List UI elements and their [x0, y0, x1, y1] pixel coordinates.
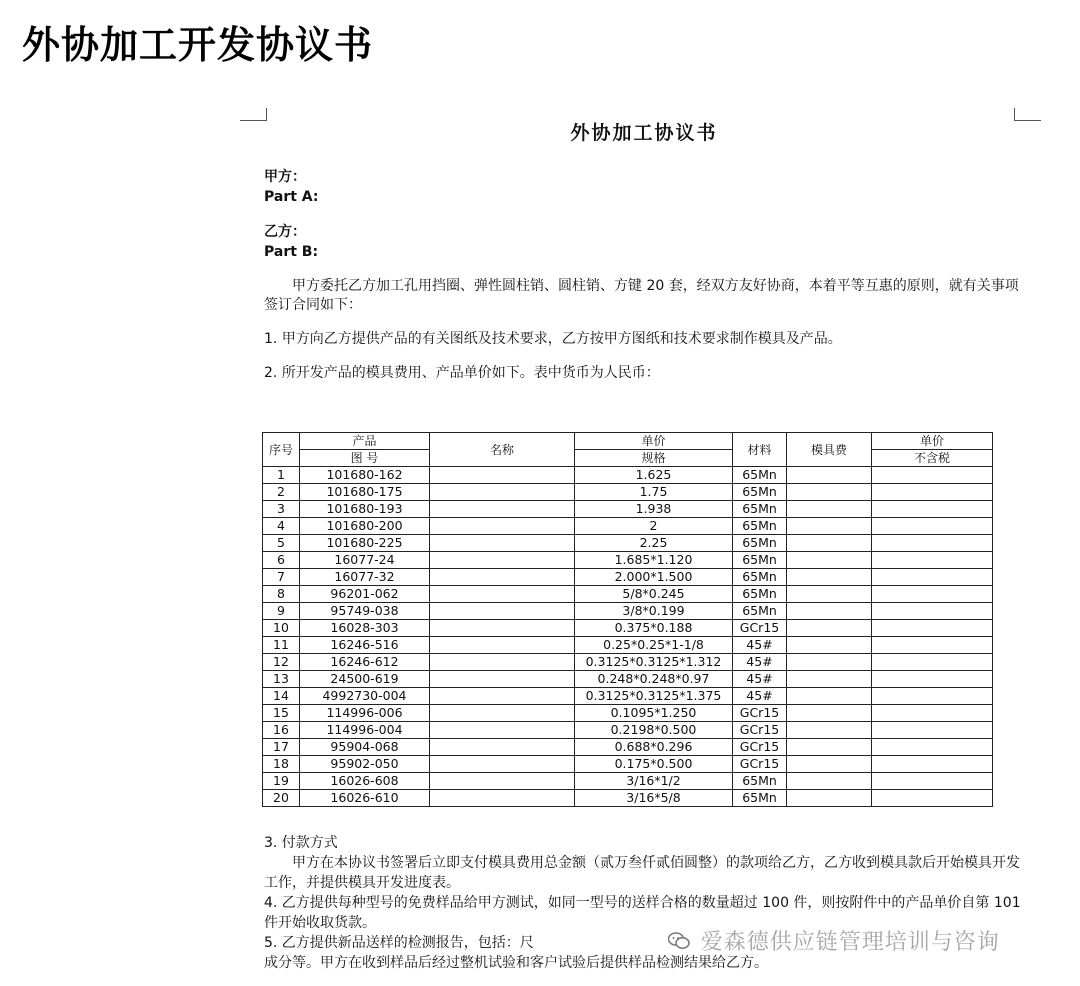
cell-drawing: 16028-303 — [300, 620, 430, 637]
table-row — [263, 501, 993, 518]
intro-paragraph: 甲方委托乙方加工孔用挡圈、弹性圆柱销、圆柱销、方键 20 套，经双方友好协商，本着平等互惠的原则，就有关事项签订合同如下： — [264, 278, 1019, 313]
cell-material: 65Mn — [733, 603, 787, 620]
cell-no: 17 — [263, 739, 300, 756]
cell-price — [872, 569, 993, 586]
cell-mold-fee — [787, 603, 872, 620]
clause-5-start: 5. 乙方提供新品送样的检测报告，包括：尺 — [264, 935, 534, 951]
cell-drawing: 101680-200 — [300, 518, 430, 535]
table-row — [263, 467, 993, 484]
cell-spec: 0.2198*0.500 — [575, 722, 733, 739]
cell-no: 18 — [263, 756, 300, 773]
cell-price — [872, 501, 993, 518]
table-row — [263, 484, 993, 501]
cell-name — [430, 688, 575, 705]
cell-mold-fee — [787, 569, 872, 586]
cell-mold-fee — [787, 739, 872, 756]
cell-drawing: 4992730-004 — [300, 688, 430, 705]
cell-spec: 2.000*1.500 — [575, 569, 733, 586]
cell-mold-fee — [787, 620, 872, 637]
cell-price — [872, 773, 993, 790]
cell-spec: 1.625 — [575, 467, 733, 484]
cell-spec: 1.685*1.120 — [575, 552, 733, 569]
cell-material: 65Mn — [733, 569, 787, 586]
cell-name — [430, 484, 575, 501]
cell-mold-fee — [787, 773, 872, 790]
cell-spec: 0.25*0.25*1-1/8 — [575, 637, 733, 654]
clause-3-title: 3. 付款方式 — [264, 835, 338, 851]
cell-name — [430, 671, 575, 688]
party-b-label-cn: 乙方： — [264, 224, 306, 240]
table-row — [263, 722, 993, 739]
cell-mold-fee — [787, 705, 872, 722]
cell-material: 45# — [733, 671, 787, 688]
cell-no: 9 — [263, 603, 300, 620]
cell-name — [430, 705, 575, 722]
cell-price — [872, 654, 993, 671]
document-title: 外协加工协议书 — [570, 122, 718, 144]
cell-spec: 1.938 — [575, 501, 733, 518]
cell-material: 45# — [733, 637, 787, 654]
cell-material: GCr15 — [733, 705, 787, 722]
cell-material: 65Mn — [733, 535, 787, 552]
cell-drawing: 16246-612 — [300, 654, 430, 671]
cell-material: 65Mn — [733, 467, 787, 484]
party-a-label-en: Part A: — [264, 189, 319, 205]
clause-4: 4. 乙方提供每种型号的免费样品给甲方测试，如同一型号的送样合格的数量超过 100 件，则按附件中的产品单价自第 101 件开始收取货款。 — [264, 895, 1021, 931]
table-row — [263, 552, 993, 569]
cell-material: GCr15 — [733, 722, 787, 739]
cell-no: 1 — [263, 467, 300, 484]
clause-5-end: 成分等。甲方在收到样品后经过整机试验和客户试验后提供样品检测结果给乙方。 — [264, 955, 768, 971]
cell-price — [872, 535, 993, 552]
table-row — [263, 620, 993, 637]
cell-name — [430, 552, 575, 569]
cell-name — [430, 620, 575, 637]
table-row — [263, 518, 993, 535]
watermark-text: 爱森德供应链管理培训与咨询 — [700, 930, 1000, 955]
cell-price — [872, 518, 993, 535]
cell-no: 13 — [263, 671, 300, 688]
cell-drawing: 16026-610 — [300, 790, 430, 807]
cell-drawing: 16077-32 — [300, 569, 430, 586]
cell-spec: 3/16*5/8 — [575, 790, 733, 807]
cell-mold-fee — [787, 467, 872, 484]
party-b-label-en: Part B: — [264, 244, 319, 260]
cell-name — [430, 739, 575, 756]
page-corner-mark-left — [240, 108, 267, 121]
cell-no: 5 — [263, 535, 300, 552]
header-no: 序号 — [263, 433, 300, 467]
table-row — [263, 535, 993, 552]
cell-spec: 0.688*0.296 — [575, 739, 733, 756]
cell-no: 2 — [263, 484, 300, 501]
header-material: 材料 — [733, 433, 787, 467]
cell-no: 14 — [263, 688, 300, 705]
cell-name — [430, 637, 575, 654]
cell-material: 45# — [733, 688, 787, 705]
cell-price — [872, 688, 993, 705]
table-row — [263, 586, 993, 603]
cell-no: 11 — [263, 637, 300, 654]
cell-name — [430, 535, 575, 552]
cell-spec: 0.175*0.500 — [575, 756, 733, 773]
cell-material: GCr15 — [733, 756, 787, 773]
cell-drawing: 95902-050 — [300, 756, 430, 773]
cell-spec: 1.75 — [575, 484, 733, 501]
cell-drawing: 114996-004 — [300, 722, 430, 739]
table-row — [263, 654, 993, 671]
header-mold-fee: 模具费 — [787, 433, 872, 467]
cell-spec: 0.375*0.188 — [575, 620, 733, 637]
cell-material: GCr15 — [733, 620, 787, 637]
cell-drawing: 101680-193 — [300, 501, 430, 518]
cell-material: 65Mn — [733, 773, 787, 790]
header-price-excl-tax: 不含税 — [872, 450, 993, 467]
cell-mold-fee — [787, 552, 872, 569]
cell-no: 10 — [263, 620, 300, 637]
cell-price — [872, 671, 993, 688]
clause-1: 1. 甲方向乙方提供产品的有关图纸及技术要求，乙方按甲方图纸和技术要求制作模具及产品。 — [264, 331, 842, 347]
cell-price — [872, 722, 993, 739]
cell-name — [430, 722, 575, 739]
cell-drawing: 16246-516 — [300, 637, 430, 654]
cell-material: 65Mn — [733, 484, 787, 501]
watermark — [668, 925, 1000, 956]
header-unit-price-top: 单价 — [575, 433, 733, 450]
product-spec-table — [262, 432, 993, 807]
cell-spec: 3/16*1/2 — [575, 773, 733, 790]
cell-drawing: 24500-619 — [300, 671, 430, 688]
cell-spec: 2 — [575, 518, 733, 535]
slide-title: 外协加工开发协议书 — [22, 23, 374, 67]
cell-name — [430, 773, 575, 790]
cell-no: 20 — [263, 790, 300, 807]
cell-name — [430, 501, 575, 518]
cell-spec: 0.3125*0.3125*1.375 — [575, 688, 733, 705]
cell-drawing: 101680-162 — [300, 467, 430, 484]
cell-name — [430, 756, 575, 773]
cell-mold-fee — [787, 518, 872, 535]
cell-drawing: 16026-608 — [300, 773, 430, 790]
cell-mold-fee — [787, 790, 872, 807]
cell-price — [872, 790, 993, 807]
cell-mold-fee — [787, 722, 872, 739]
cell-spec: 0.1095*1.250 — [575, 705, 733, 722]
table-row — [263, 603, 993, 620]
cell-price — [872, 467, 993, 484]
cell-spec: 2.25 — [575, 535, 733, 552]
cell-no: 7 — [263, 569, 300, 586]
table-row — [263, 705, 993, 722]
cell-spec: 3/8*0.199 — [575, 603, 733, 620]
header-spec: 规格 — [575, 450, 733, 467]
cell-mold-fee — [787, 637, 872, 654]
cell-price — [872, 586, 993, 603]
table-row — [263, 739, 993, 756]
cell-drawing: 101680-225 — [300, 535, 430, 552]
cell-no: 15 — [263, 705, 300, 722]
cell-material: GCr15 — [733, 739, 787, 756]
cell-drawing: 16077-24 — [300, 552, 430, 569]
table-row — [263, 790, 993, 807]
table-row — [263, 773, 993, 790]
cell-no: 12 — [263, 654, 300, 671]
cell-name — [430, 467, 575, 484]
header-price-top: 单价 — [872, 433, 993, 450]
cell-mold-fee — [787, 688, 872, 705]
cell-material: 65Mn — [733, 586, 787, 603]
cell-spec: 5/8*0.245 — [575, 586, 733, 603]
clause-2: 2. 所开发产品的模具费用、产品单价如下。表中货币为人民币： — [264, 365, 660, 381]
cell-material: 65Mn — [733, 552, 787, 569]
cell-material: 45# — [733, 654, 787, 671]
cell-mold-fee — [787, 756, 872, 773]
party-a-label-cn: 甲方： — [264, 169, 306, 185]
cell-spec: 0.3125*0.3125*1.312 — [575, 654, 733, 671]
cell-price — [872, 603, 993, 620]
cell-price — [872, 552, 993, 569]
cell-spec: 0.248*0.248*0.97 — [575, 671, 733, 688]
table-row — [263, 688, 993, 705]
cell-drawing: 101680-175 — [300, 484, 430, 501]
cell-price — [872, 620, 993, 637]
cell-mold-fee — [787, 484, 872, 501]
header-name: 名称 — [430, 433, 575, 467]
agreement-document — [264, 120, 1024, 383]
cell-name — [430, 569, 575, 586]
cell-drawing: 96201-062 — [300, 586, 430, 603]
cell-drawing: 95904-068 — [300, 739, 430, 756]
cell-name — [430, 586, 575, 603]
cell-price — [872, 756, 993, 773]
table-row — [263, 637, 993, 654]
cell-price — [872, 705, 993, 722]
table-row — [263, 756, 993, 773]
cell-no: 3 — [263, 501, 300, 518]
cell-no: 4 — [263, 518, 300, 535]
cell-mold-fee — [787, 501, 872, 518]
cell-price — [872, 637, 993, 654]
table-row — [263, 569, 993, 586]
cell-name — [430, 790, 575, 807]
cell-no: 8 — [263, 586, 300, 603]
cell-material: 65Mn — [733, 790, 787, 807]
cell-mold-fee — [787, 671, 872, 688]
header-drawing-no: 图 号 — [300, 450, 430, 467]
cell-mold-fee — [787, 586, 872, 603]
cell-name — [430, 518, 575, 535]
cell-price — [872, 739, 993, 756]
wechat-icon — [668, 934, 697, 955]
cell-price — [872, 484, 993, 501]
cell-material: 65Mn — [733, 518, 787, 535]
cell-material: 65Mn — [733, 501, 787, 518]
cell-no: 19 — [263, 773, 300, 790]
cell-drawing: 114996-006 — [300, 705, 430, 722]
cell-mold-fee — [787, 654, 872, 671]
cell-mold-fee — [787, 535, 872, 552]
cell-no: 16 — [263, 722, 300, 739]
cell-name — [430, 654, 575, 671]
cell-no: 6 — [263, 552, 300, 569]
cell-drawing: 95749-038 — [300, 603, 430, 620]
header-product: 产品 — [300, 433, 430, 450]
clause-3-body: 甲方在本协议书签署后立即支付模具费用总金额（贰万叁仟贰佰圆整）的款项给乙方，乙方收到模具款后开始模具开发工作，并提供模具开发进度表。 — [264, 855, 1020, 891]
cell-name — [430, 603, 575, 620]
table-row — [263, 671, 993, 688]
